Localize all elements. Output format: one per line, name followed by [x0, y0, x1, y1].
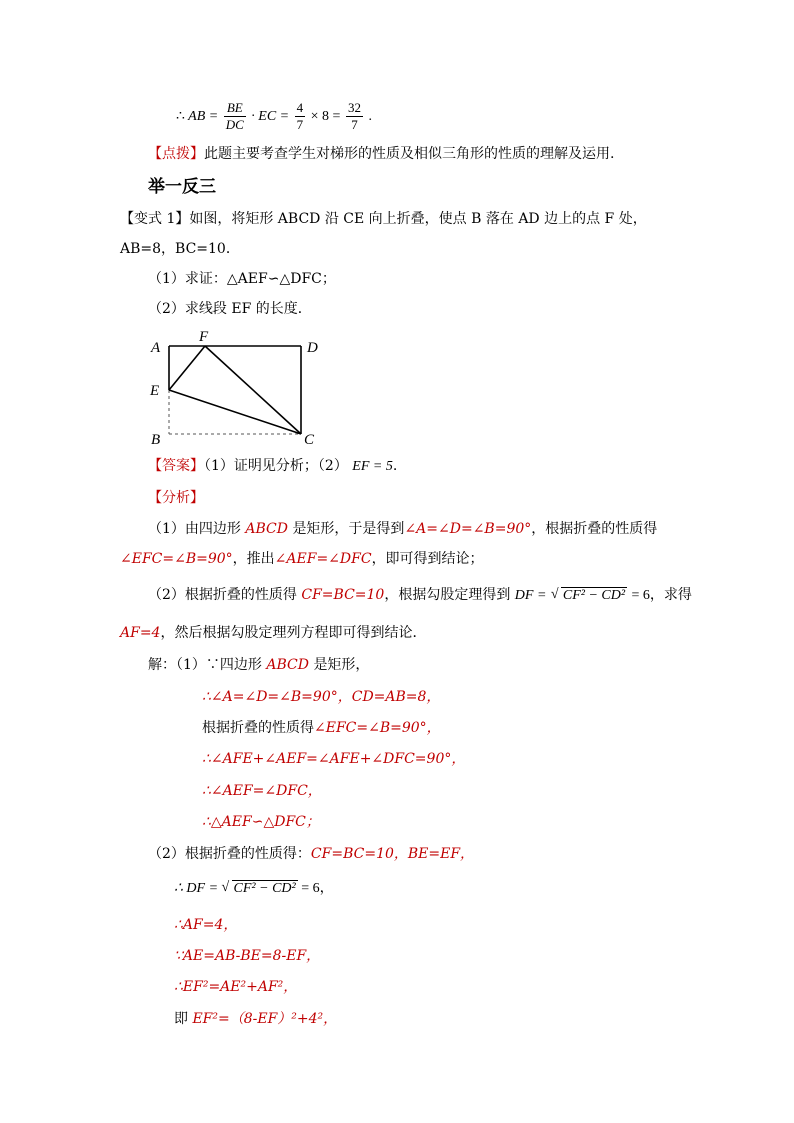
solution-line-4: ∴∠AFE+∠AEF=∠AFE+∠DFC=90°， [202, 751, 466, 767]
variant-tag: 【变式 1】 [120, 211, 190, 227]
edge-ef [169, 346, 205, 390]
solution-line-10: ∵AE=AB-BE=8-EF， [174, 948, 321, 964]
analysis-paragraph-3: （2）根据折叠的性质得 CF=BC=10，根据勾股定理得到 DF = √ CF² − CD² = 6，求得 [148, 586, 692, 605]
label-c: C [304, 432, 315, 448]
solution-line-5: ∴∠AEF=∠DFC， [202, 783, 322, 799]
fraction-4-7: $\frac{4}{7}$ [296, 100, 304, 133]
label-f: F [199, 329, 209, 345]
variant-question-1: （1）求证：△AEF∽△DFC； [148, 271, 336, 287]
tip-text: 此题主要考查学生对梯形的性质及相似三角形的性质的理解及运用. [204, 146, 615, 162]
answer-tag: 【答案】 [148, 458, 204, 474]
label-e: E [150, 383, 160, 399]
solution-line-2: ∴∠A=∠D=∠B=90°，CD=AB=8， [202, 689, 441, 705]
answer-end: . [392, 458, 398, 474]
formula-mid: · EC = [251, 109, 290, 124]
top-formula [176, 100, 372, 134]
tip-line [148, 145, 614, 163]
therefore-symbol: ∴ [176, 109, 185, 124]
variant-line-2: AB=8，BC=10． [120, 241, 240, 257]
fraction-32-7: $\frac{32}{7}$ [347, 100, 361, 133]
edge-ec [169, 390, 301, 434]
solution-line-3: 根据折叠的性质得∠EFC=∠B=90°， [202, 720, 441, 736]
tip-tag: 【点拨】 [148, 146, 204, 162]
solution-line-11: ∴EF²=AE²+AF²， [174, 979, 298, 995]
formula-times: × 8 = [310, 109, 341, 124]
answer-expression: EF = 5 [352, 459, 393, 474]
analysis-tag: 【分析】 [148, 490, 204, 506]
analysis-paragraph-1: （1）由四边形 ABCD 是矩形，于是得到∠A=∠D=∠B=90°，根据折叠的性质得 [148, 521, 658, 537]
solution-line-8: ∴ DF = √ CF² − CD² = 6， [174, 880, 334, 898]
solution-line-9: ∴AF=4， [174, 917, 238, 933]
solution-line-7: （2）根据折叠的性质得：CF=BC=10，BE=EF， [148, 846, 475, 862]
solution-line-1: 解：（1）∵四边形 ABCD 是矩形， [148, 657, 370, 673]
solution-line-6: ∴△AEF∽△DFC； [202, 814, 320, 830]
variant-question-2: （2）求线段 EF 的长度． [148, 301, 312, 317]
rectangle-fold-figure [145, 328, 345, 448]
variant-line-1 [120, 210, 647, 228]
analysis-paragraph-4: AF=4，然后根据勾股定理列方程即可得到结论． [120, 625, 427, 641]
fraction-be-dc: $\frac{BE}{DC}$ [225, 100, 244, 133]
analysis-paragraph-2: ∠EFC=∠B=90°，推出∠AEF=∠DFC，即可得到结论； [120, 551, 484, 567]
label-b: B [151, 432, 161, 448]
label-a: A [151, 340, 161, 356]
edge-fc [205, 346, 301, 434]
sqrt-cf-cd: √ CF² − CD² [551, 587, 627, 605]
solution-line-12: 即 EF²=（8-EF）²+4²， [174, 1011, 338, 1027]
sqrt-cf-cd-2: √ CF² − CD² [222, 880, 298, 898]
label-d: D [307, 340, 318, 356]
formula-lhs: AB = [188, 109, 219, 124]
answer-text: （1）证明见分析；（2） [204, 458, 348, 474]
variant-text-1: 如图，将矩形 ABCD 沿 CE 向上折叠，使点 B 落在 AD 边上的点 F 处， [189, 211, 647, 227]
answer-line [148, 457, 397, 476]
formula-end: . [368, 109, 372, 124]
section-title: 举一反三 [148, 177, 216, 197]
